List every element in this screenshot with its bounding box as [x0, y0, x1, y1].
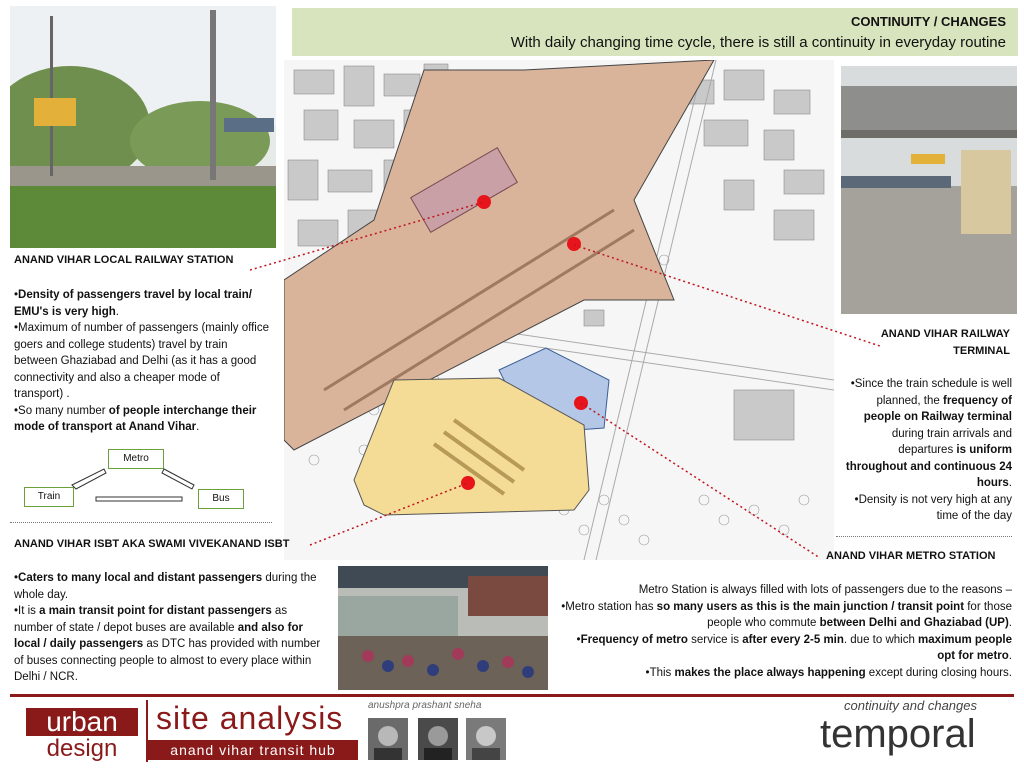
list-item: •Metro station has so many users as this is the main junction / transit point for those people who commute between Delhi and Ghaziabad (UP). — [561, 600, 1012, 629]
header-banner — [292, 8, 1018, 56]
author-names: anushpra prashant sneha — [368, 700, 482, 711]
flow-arrows — [14, 445, 274, 515]
list-item: •Caters to many local and distant passengers during the whole day. — [14, 572, 317, 601]
isbt-text — [14, 570, 324, 686]
urban-design-logo — [26, 708, 138, 762]
logo-site-analysis: site analysis — [156, 700, 344, 736]
terminal-text — [838, 376, 1012, 525]
section-divider — [836, 536, 1012, 537]
avatar — [368, 718, 408, 760]
metro-marker[interactable] — [574, 396, 588, 410]
terminal-heading-line1: ANAND VIHAR RAILWAY — [880, 328, 1010, 340]
terminal-heading-line2: TERMINAL — [953, 345, 1010, 357]
terminal-marker[interactable] — [567, 237, 581, 251]
local-station-heading: ANAND VIHAR LOCAL RAILWAY STATION — [14, 254, 234, 266]
logo-design: design — [46, 735, 118, 762]
section-divider — [10, 522, 272, 523]
site-analysis-logo — [146, 700, 358, 762]
list-item: •Density of passengers travel by local train/ EMU's is very high. — [14, 289, 252, 318]
metro-station-text — [560, 582, 1012, 681]
footer-section-label: continuity and changes — [844, 698, 977, 713]
avatar — [418, 718, 458, 760]
temporal-title: temporal — [820, 712, 976, 756]
list-item: •It is a main transit point for distant passengers as number of state / depot buses are available and also for local / daily passengers as DTC has provided with number of buses connecting people to almost to every place within Delhi / NCR. — [14, 605, 321, 683]
isbt-heading: ANAND VIHAR ISBT AKA SWAMI VIVEKANAND ISBT — [14, 538, 290, 550]
logo-urban: urban — [26, 708, 138, 736]
railway-terminal-photo — [841, 66, 1017, 314]
list-item: •Maximum of number of passengers (mainly office goers and college students) travel by train between Ghaziabad and Delhi (as it has a good connectivity and also a cheaper mode of transport) . — [14, 322, 270, 400]
footer-rule — [10, 694, 1014, 697]
metro-station-photo — [338, 566, 548, 690]
avatar — [466, 718, 506, 760]
local-station-marker[interactable] — [477, 195, 491, 209]
mode-flow-diagram — [14, 445, 274, 515]
metro-intro: Metro Station is always filled with lots of passengers due to the reasons – — [638, 584, 1012, 596]
list-item: •Frequency of metro service is after every 2-5 min. due to which maximum people opt for metro. — [576, 633, 1012, 662]
local-station-text — [14, 287, 270, 436]
list-item: •Density is not very high at any time of the day — [854, 493, 1012, 522]
logo-hub: anand vihar transit hub — [148, 740, 358, 760]
list-item: •This makes the place always happening except during closing hours. — [645, 666, 1012, 679]
list-item: •So many number of people interchange their mode of transport at Anand Vihar. — [14, 404, 257, 433]
flow-train-box: Train — [24, 487, 74, 507]
header-subtitle: With daily changing time cycle, there is still a continuity in everyday routine — [510, 34, 1006, 51]
header-title: CONTINUITY / CHANGES — [850, 14, 1006, 29]
isbt-marker[interactable] — [461, 476, 475, 490]
local-station-photo — [10, 6, 276, 248]
list-item: •Since the train schedule is well planned, the frequency of people on Railway terminal during train arrivals and departures is uniform throughout and continuous 24 hours. — [845, 378, 1012, 489]
metro-station-heading: ANAND VIHAR METRO STATION — [826, 550, 996, 562]
site-map — [284, 60, 834, 560]
terminal-heading — [840, 326, 1010, 360]
flow-metro-box: Metro — [108, 449, 164, 469]
flow-bus-box: Bus — [198, 489, 244, 509]
